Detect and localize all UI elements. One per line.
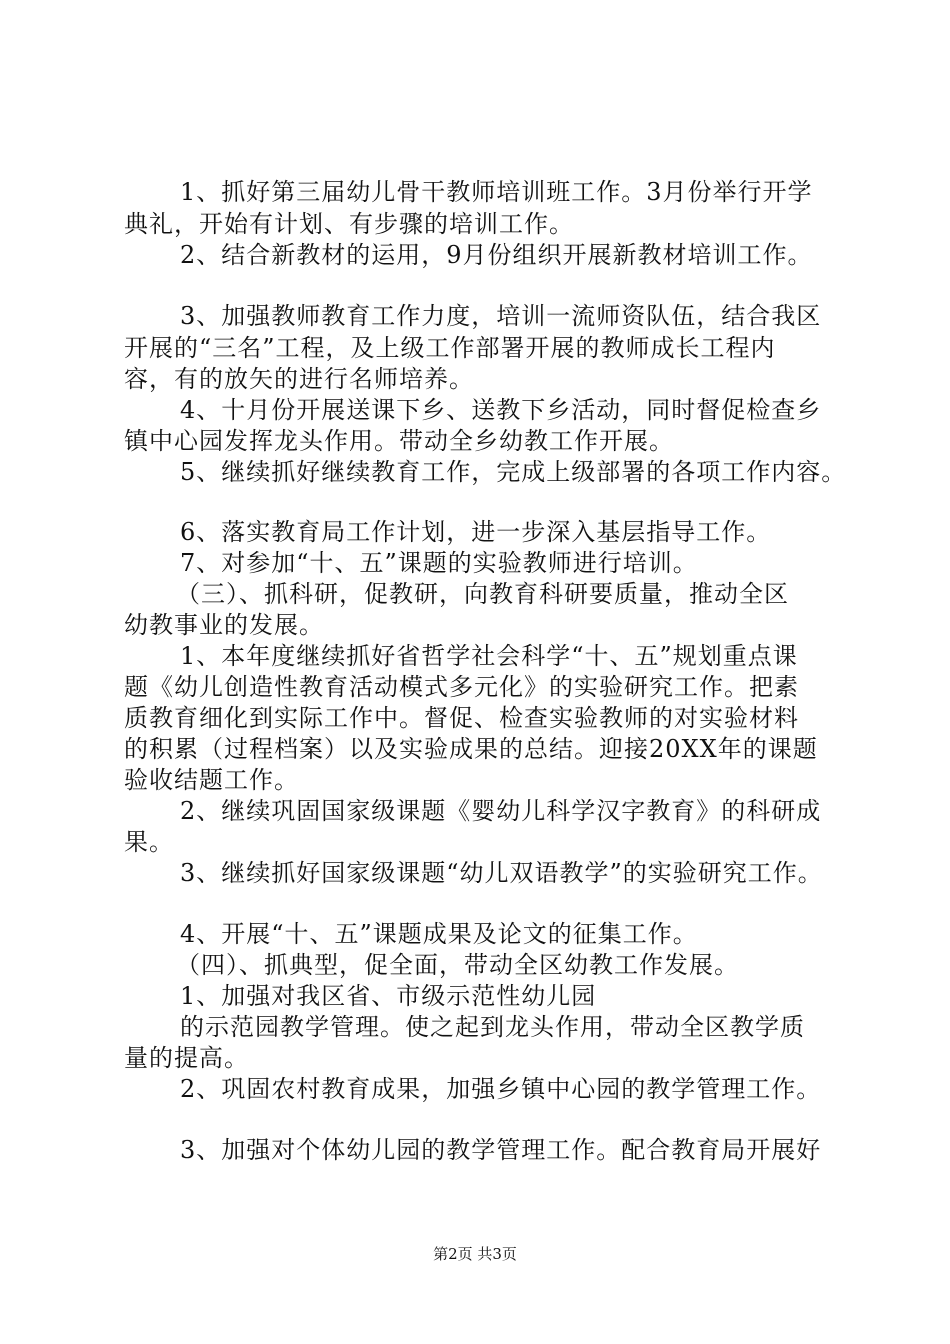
text-line: 镇中心园发挥龙头作用。带动全乡幼教工作开展。 (124, 427, 674, 455)
text-line: 3、继续抓好国家级课题“幼儿双语教学”的实验研究工作。 (180, 859, 823, 887)
section-heading: （三）、抓科研，促教研，向教育科研要质量，推动全区 (176, 580, 789, 608)
text-line: 5、继续抓好继续教育工作，完成上级部署的各项工作内容。 (180, 458, 847, 486)
text-line: 1、加强对我区省、市级示范性幼儿园 (180, 982, 597, 1010)
text-line: 4、十月份开展送课下乡、送教下乡活动，同时督促检查乡 (180, 396, 822, 424)
text-line: 幼教事业的发展。 (124, 611, 324, 639)
text-line: 3、加强对个体幼儿园的教学管理工作。配合教育局开展好 (180, 1136, 822, 1164)
text-line: 的积累（过程档案）以及实验成果的总结。迎接20XX年的课题 (124, 735, 818, 763)
text-line: 开展的“三名”工程，及上级工作部署开展的教师成长工程内 (124, 334, 776, 362)
text-line: 2、继续巩固国家级课题《婴幼儿科学汉字教育》的科研成 (180, 797, 822, 825)
text-line: 6、落实教育局工作计划，进一步深入基层指导工作。 (180, 518, 772, 546)
text-line: 题《幼儿创造性教育活动模式多元化》的实验研究工作。把素 (124, 673, 799, 701)
text-line: 质教育细化到实际工作中。督促、检查实验教师的对实验材料 (124, 704, 799, 732)
text-line: 3、加强教师教育工作力度，培训一流师资队伍，结合我区 (180, 302, 822, 330)
text-line: 验收结题工作。 (124, 766, 299, 794)
text-line: 容，有的放矢的进行名师培养。 (124, 365, 474, 393)
text-line: 果。 (124, 828, 174, 856)
page-indicator: 第2页 共3页 (433, 1245, 517, 1263)
text-line: 2、巩固农村教育成果，加强乡镇中心园的教学管理工作。 (180, 1075, 822, 1103)
text-line: 典礼，开始有计划、有步骤的培训工作。 (124, 210, 574, 238)
text-line: 量的提高。 (124, 1044, 249, 1072)
text-line: 2、结合新教材的运用，9月份组织开展新教材培训工作。 (180, 241, 813, 269)
text-line: 的示范园教学管理。使之起到龙头作用，带动全区教学质 (180, 1013, 805, 1041)
text-line: 7、对参加“十、五”课题的实验教师进行培训。 (180, 549, 698, 577)
text-line: 4、开展“十、五”课题成果及论文的征集工作。 (180, 920, 698, 948)
section-heading: （四）、抓典型，促全面，带动全区幼教工作发展。 (176, 951, 739, 979)
text-line: 1、抓好第三届幼儿骨干教师培训班工作。3月份举行开学 (180, 178, 813, 206)
text-line: 1、本年度继续抓好省哲学社会科学“十、五”规划重点课 (180, 642, 798, 670)
